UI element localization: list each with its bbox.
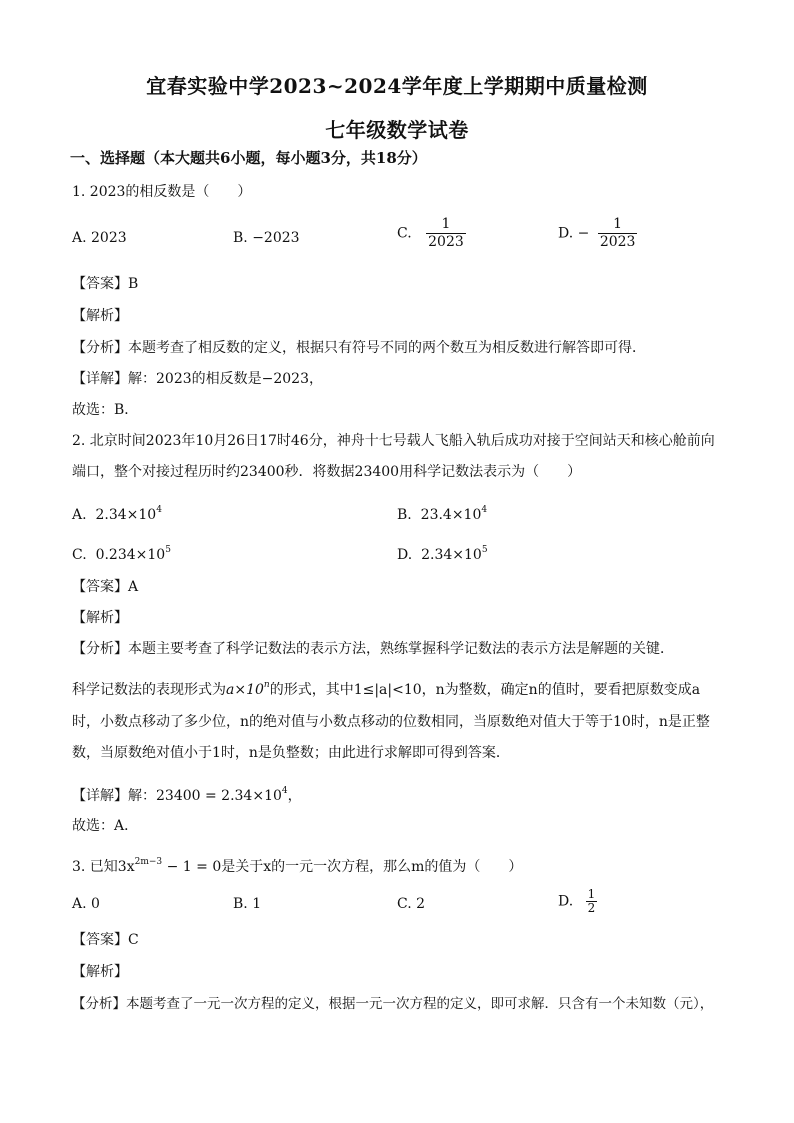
q2-detail [72, 781, 302, 806]
q1-answer: 【答案】B [72, 276, 139, 292]
q3-stem-b: − 1 = 0是关于x的一元一次方程，那么m的值为（ ） [162, 859, 523, 875]
q3-option-c: C. 2 [397, 896, 426, 912]
q2-detail-exp: 4 [281, 786, 288, 796]
q2-stem-line2: 端口，整个对接过程历时约23400秒．将数据23400用科学记数法表示为（ ） [72, 464, 582, 480]
q1-option-c-label: C. [397, 225, 412, 242]
q2-detail-a: 【详解】解：23400 = 2.34×10 [72, 788, 282, 804]
q2-option-b-base: 23.4×10 [420, 507, 482, 523]
q2-explain1-exp: n [263, 680, 270, 690]
q1-option-c-den: 2023 [428, 234, 464, 250]
q2-stem-line1: 2. 北京时间2023年10月26日17时46分，神舟十七号载人飞船入轨后成功对接于空间站天和核心舱前向 [72, 433, 715, 449]
q3-analysis: 【解析】 [72, 964, 128, 980]
q2-option-d-base: 2.34×10 [421, 547, 482, 563]
q2-option-d-label: D. [397, 547, 413, 563]
q3-option-d-den: 2 [587, 901, 596, 915]
q1-option-d [558, 216, 637, 251]
q1-option-d-label: D. − [558, 225, 590, 242]
q2-detail-b: ， [287, 788, 302, 804]
q2-option-a [72, 500, 162, 525]
q2-option-c-base: 0.234×10 [95, 547, 166, 563]
q3-option-d-label: D. [558, 893, 574, 910]
q2-option-c-exp: 5 [165, 545, 171, 555]
q2-option-c-label: C. [72, 547, 87, 563]
q2-option-b [397, 500, 487, 525]
q3-option-b: B. 1 [233, 896, 262, 912]
q2-explain1-formula: a×10 [226, 682, 264, 698]
q2-option-c [72, 540, 171, 565]
q3-option-a: A. 0 [72, 896, 100, 912]
q2-option-b-label: B. [397, 507, 412, 523]
exam-subtitle: 七年级数学试卷 [325, 118, 469, 142]
q3-stem-a: 3. 已知3x [72, 859, 135, 875]
q3-answer: 【答案】C [72, 932, 139, 948]
q2-answer: 【答案】A [72, 579, 139, 595]
q1-option-c-fraction [426, 216, 466, 251]
q3-fenxi: 【分析】本题考查了一元一次方程的定义，根据一元一次方程的定义，即可求解．只含有一个未知数（元）， [72, 996, 714, 1012]
q3-option-d-fraction [586, 888, 598, 915]
q2-choose: 故选：A． [72, 818, 139, 834]
exam-title: 宜春实验中学2023~2024学年度上学期期中质量检测 [146, 74, 648, 98]
q2-fenxi: 【分析】本题主要考查了科学记数法的表示方法，熟练掌握科学记数法的表示方法是解题的关键． [72, 641, 674, 657]
section-heading: 一、选择题（本大题共6小题，每小题3分，共18分） [70, 149, 427, 167]
q3-option-d-num: 1 [587, 887, 596, 901]
q2-explain1-b: 的形式，其中1≤|a|<10，n为整数，确定n的值时，要看把原数变成a [269, 682, 701, 698]
q1-analysis: 【解析】 [72, 308, 128, 324]
q1-option-c-num: 1 [441, 216, 451, 232]
q3-stem [72, 852, 522, 877]
q1-fenxi: 【分析】本题考查了相反数的定义，根据只有符号不同的两个数互为相反数进行解答即可得． [72, 340, 646, 356]
q1-option-c [397, 216, 466, 251]
q1-choose: 故选：B． [72, 402, 139, 418]
q3-option-d [558, 888, 597, 915]
q1-option-b: B. −2023 [233, 230, 300, 246]
q2-option-d [397, 540, 488, 565]
q2-explain-line3: 数，当原数绝对值小于1时，n是负整数；由此进行求解即可得到答案． [72, 745, 510, 761]
q2-option-b-exp: 4 [481, 505, 488, 515]
q2-option-d-exp: 5 [481, 545, 488, 555]
q2-explain-line1 [72, 675, 700, 700]
q1-option-d-fraction [598, 216, 638, 251]
q2-analysis: 【解析】 [72, 610, 128, 626]
q2-option-a-exp: 4 [156, 505, 162, 515]
q1-option-a: A. 2023 [72, 230, 127, 246]
q3-stem-exp: 2m−3 [134, 857, 163, 867]
q1-option-d-den: 2023 [599, 234, 636, 250]
q2-explain1-a: 科学记数法的表现形式为 [72, 682, 226, 698]
q1-stem: 1. 2023的相反数是（ ） [72, 184, 252, 200]
q2-option-a-label: A. [72, 507, 87, 523]
q1-detail: 【详解】解：2023的相反数是−2023， [72, 371, 323, 387]
q1-option-d-num: 1 [613, 216, 623, 232]
q2-option-a-base: 2.34×10 [95, 507, 157, 523]
q2-explain-line2: 时，小数点移动了多少位，n的绝对值与小数点移动的位数相同，当原数绝对值大于等于10时，n是正整 [72, 714, 710, 730]
